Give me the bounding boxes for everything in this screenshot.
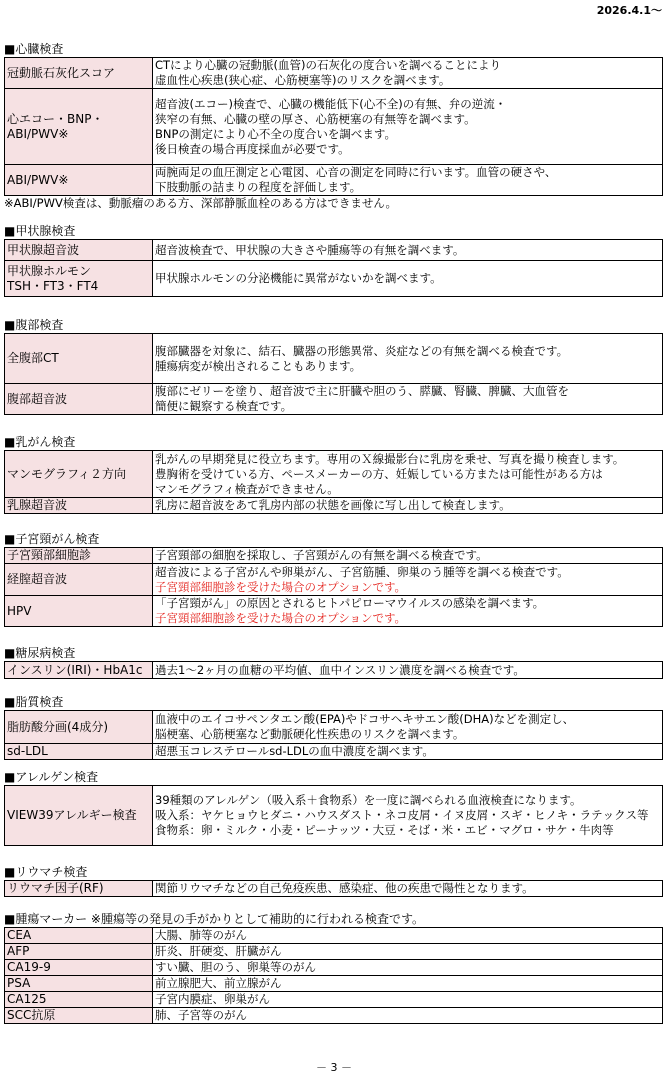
section xyxy=(4,42,663,211)
table-row xyxy=(5,334,663,384)
exam-name-line: sd-LDL xyxy=(7,744,48,758)
exam-name xyxy=(5,58,153,89)
table-row xyxy=(5,960,663,976)
exam-name-line: 脂肪酸分画(4成分) xyxy=(7,719,108,734)
exam-name-line: 甲状腺超音波 xyxy=(7,242,80,257)
exam-name-line: VIEW39アレルギー検査 xyxy=(7,808,137,822)
table-row xyxy=(5,976,663,992)
exam-name-line: CA19-9 xyxy=(7,960,51,974)
section-title: ■リウマチ検査 xyxy=(4,865,88,879)
exam-table xyxy=(4,239,663,297)
exam-description xyxy=(153,992,663,1008)
exam-table xyxy=(4,785,663,846)
exam-table xyxy=(4,927,663,1024)
exam-name-line: SCC抗原 xyxy=(7,1008,56,1022)
exam-name xyxy=(5,960,153,976)
table-row xyxy=(5,548,663,564)
description-line: 乳房に超音波をあて乳房内部の状態を画像に写し出して検査します。 xyxy=(155,498,511,512)
description-line: 「子宮頸がん」の原因とされるヒトパピローマウイルスの感染を調べます。 xyxy=(155,596,545,610)
description-line: 超悪玉コレステロールsd-LDLの血中濃度を調べます。 xyxy=(155,744,434,758)
description-line: 39種類のアレルゲン（吸入系＋食物系）を一度に調べられる血液検査になります。 xyxy=(155,793,582,807)
exam-description xyxy=(153,451,663,498)
description-line: BNPの測定により心不全の度合いを調べます。 xyxy=(155,126,397,141)
section-title: ■腫瘍マーカー ※腫瘍等の発見の手がかりとして補助的に行われる検査です。 xyxy=(4,912,425,926)
description-line: 豊胸術を受けている方、ペースメーカーの方、妊娠している方または可能性がある方は xyxy=(155,466,603,481)
issue-date: 2026.4.1～ xyxy=(596,4,662,17)
exam-name xyxy=(5,596,153,627)
exam-name xyxy=(5,744,153,760)
exam-name xyxy=(5,928,153,944)
exam-description xyxy=(153,240,663,261)
exam-description xyxy=(153,1008,663,1024)
section-note: ※ABI/PWV検査は、動脈瘤のある方、深部静脈血栓のある方はできません。 xyxy=(4,196,398,210)
description-line: 脳梗塞、心筋梗塞など動脈硬化性疾患のリスクを調べます。 xyxy=(155,727,465,741)
exam-name xyxy=(5,992,153,1008)
description-line: 後日検査の場合再度採血が必要です。 xyxy=(155,141,350,156)
exam-description xyxy=(153,261,663,297)
table-row xyxy=(5,165,663,196)
exam-description xyxy=(153,58,663,89)
exam-name-line: ABI/PWV※ xyxy=(7,126,69,141)
exam-description xyxy=(153,334,663,384)
description-line: マンモグラフィ検査ができません。 xyxy=(155,481,339,496)
exam-name-line: 子宮頸部細胞診 xyxy=(7,548,92,562)
description-line: 子宮内膜症、卵巣がん xyxy=(155,992,270,1006)
table-row xyxy=(5,596,663,627)
exam-name-line: TSH・FT3・FT4 xyxy=(7,278,99,293)
option-note: 子宮頸部細胞診を受けた場合のオプションです。 xyxy=(155,611,407,625)
table-row xyxy=(5,384,663,415)
table-row xyxy=(5,261,663,297)
exam-description xyxy=(153,976,663,992)
table-row xyxy=(5,1008,663,1024)
exam-name-line: 心エコー・BNP・ xyxy=(7,111,104,126)
exam-description xyxy=(153,564,663,596)
exam-name-line: CEA xyxy=(7,928,32,942)
table-row xyxy=(5,711,663,744)
exam-name xyxy=(5,881,153,897)
table-row xyxy=(5,498,663,514)
page-number: － 3 － xyxy=(316,1061,352,1074)
exam-description xyxy=(153,744,663,760)
description-line: 超音波による子宮がんや卵巣がん、子宮筋腫、卵巣のう腫等を調べる検査です。 xyxy=(155,564,569,579)
exam-name xyxy=(5,548,153,564)
description-line: 過去1～2ヶ月の血糖の平均値、血中インスリン濃度を調べる検査です。 xyxy=(155,662,525,677)
exam-description xyxy=(153,881,663,897)
description-line: 超音波(エコー)検査で、心臓の機能低下(心不全)の有無、弁の逆流・ xyxy=(155,96,507,111)
description-line: 超音波検査で、甲状腺の大きさや腫瘍等の有無を調べます。 xyxy=(155,242,465,257)
description-line: 子宮頸部の細胞を採取し、子宮頸がんの有無を調べる検査です。 xyxy=(155,548,488,562)
description-line: CTにより心臓の冠動脈(血管)の石灰化の度合いを調べることにより xyxy=(155,58,502,72)
section-title: ■腹部検査 xyxy=(4,318,64,332)
section xyxy=(4,224,663,297)
section-title: ■心臓検査 xyxy=(4,42,64,56)
exam-name xyxy=(5,1008,153,1024)
exam-name-line: マンモグラフィ２方向 xyxy=(7,466,127,481)
exam-name-line: PSA xyxy=(7,976,31,990)
exam-name xyxy=(5,944,153,960)
exam-table xyxy=(4,57,663,196)
exam-name xyxy=(5,564,153,596)
table-row xyxy=(5,744,663,760)
exam-name xyxy=(5,334,153,384)
section-title: ■アレルゲン検査 xyxy=(4,770,99,784)
table-row xyxy=(5,944,663,960)
option-note: 子宮頸部細胞診を受けた場合のオプションです。 xyxy=(155,579,407,594)
exam-name-line: 甲状腺ホルモン xyxy=(7,263,92,278)
table-row xyxy=(5,451,663,498)
exam-name xyxy=(5,711,153,744)
exam-description xyxy=(153,960,663,976)
table-row xyxy=(5,992,663,1008)
exam-description xyxy=(153,786,663,846)
description-line: 前立腺肥大、前立腺がん xyxy=(155,976,282,990)
exam-table xyxy=(4,880,663,897)
exam-name xyxy=(5,240,153,261)
exam-name xyxy=(5,165,153,196)
description-line: 関節リウマチなどの自己免疫疾患、感染症、他の疾患で陽性となります。 xyxy=(155,881,534,895)
table-row xyxy=(5,881,663,897)
description-line: 両腕両足の血圧測定と心電図、心音の測定を同時に行います。血管の硬さや、 xyxy=(155,165,557,179)
exam-name xyxy=(5,384,153,415)
exam-table xyxy=(4,661,663,679)
exam-name-line: インスリン(IRI)・HbA1c xyxy=(7,662,143,677)
section xyxy=(4,646,663,679)
exam-description xyxy=(153,498,663,514)
exam-description xyxy=(153,944,663,960)
exam-name-line: ABI/PWV※ xyxy=(7,172,69,187)
table-row xyxy=(5,564,663,596)
section-title: ■甲状腺検査 xyxy=(4,224,76,238)
description-line: 簡便に観察する検査です。 xyxy=(155,399,293,413)
exam-name xyxy=(5,976,153,992)
exam-description xyxy=(153,384,663,415)
exam-table xyxy=(4,547,663,627)
exam-name xyxy=(5,261,153,297)
exam-name xyxy=(5,498,153,514)
description-line: 乳がんの早期発見に役立ちます。専用のＸ線撮影台に乳房を乗せ、写真を撮り検査します。 xyxy=(155,451,625,466)
exam-table xyxy=(4,450,663,514)
description-line: すい臓、胆のう、卵巣等のがん xyxy=(155,960,316,974)
exam-name xyxy=(5,786,153,846)
table-row xyxy=(5,58,663,89)
description-line: 腹部臓器を対象に、結石、臓器の形態異常、炎症などの有無を調べる検査です。 xyxy=(155,343,569,358)
section xyxy=(4,695,663,760)
description-line: 狭窄の有無、心臓の壁の厚さ、心筋梗塞の有無等を調べます。 xyxy=(155,111,476,126)
description-line: 下肢動脈の詰まりの程度を評価します。 xyxy=(155,180,362,194)
exam-name xyxy=(5,662,153,679)
description-line: 血液中のエイコサペンタエン酸(EPA)やドコサヘキサエン酸(DHA)などを測定し、 xyxy=(155,712,575,726)
exam-description xyxy=(153,596,663,627)
table-row xyxy=(5,928,663,944)
exam-name-line: 経膣超音波 xyxy=(7,572,68,586)
description-line: 腫瘍病変が検出されることもあります。 xyxy=(155,358,362,373)
section-title: ■乳がん検査 xyxy=(4,435,76,449)
section xyxy=(4,912,663,1024)
section-title: ■子宮頸がん検査 xyxy=(4,532,100,546)
section-title: ■糖尿病検査 xyxy=(4,646,76,660)
table-row xyxy=(5,240,663,261)
section-title: ■脂質検査 xyxy=(4,695,64,709)
exam-description xyxy=(153,711,663,744)
exam-description xyxy=(153,89,663,165)
exam-name-line: CA125 xyxy=(7,992,47,1006)
exam-name-line: AFP xyxy=(7,944,30,958)
section xyxy=(4,435,663,514)
description-line: 腹部にゼリーを塗り、超音波で主に肝臓や胆のう、膵臓、腎臓、脾臓、大血管を xyxy=(155,384,569,398)
exam-name-line: HPV xyxy=(7,603,32,618)
exam-name-line: 乳腺超音波 xyxy=(7,498,68,512)
exam-description xyxy=(153,165,663,196)
description-line: 甲状腺ホルモンの分泌機能に異常がないかを調べます。 xyxy=(155,271,442,285)
exam-name-line: リウマチ因子(RF) xyxy=(7,881,104,895)
description-line: 食物系：卵・ミルク・小麦・ピーナッツ・大豆・そば・米・エビ・マグロ・サケ・牛肉等 xyxy=(155,823,614,837)
description-line: 虚血性心疾患(狭心症、心筋梗塞等)のリスクを調べます。 xyxy=(155,73,451,87)
section xyxy=(4,770,663,846)
description-line: 肝炎、肝硬変、肝臓がん xyxy=(155,944,282,958)
description-line: 肺、子宮等のがん xyxy=(155,1008,247,1022)
description-line: 吸入系：ヤケヒョウヒダニ・ハウスダスト・ネコ皮屑・イヌ皮屑・スギ・ヒノキ・ラテックス等 xyxy=(155,808,649,822)
section xyxy=(4,865,663,897)
section xyxy=(4,318,663,415)
exam-name-line: 冠動脈石灰化スコア xyxy=(7,65,116,80)
exam-name-line: 全腹部CT xyxy=(7,351,59,365)
exam-table xyxy=(4,333,663,415)
exam-description xyxy=(153,662,663,679)
exam-description xyxy=(153,548,663,564)
table-row xyxy=(5,662,663,679)
table-row xyxy=(5,786,663,846)
exam-name-line: 腹部超音波 xyxy=(7,391,68,406)
section xyxy=(4,532,663,627)
exam-description xyxy=(153,928,663,944)
exam-name xyxy=(5,451,153,498)
table-row xyxy=(5,89,663,165)
description-line: 大腸、肺等のがん xyxy=(155,928,247,942)
exam-name xyxy=(5,89,153,165)
exam-table xyxy=(4,710,663,760)
